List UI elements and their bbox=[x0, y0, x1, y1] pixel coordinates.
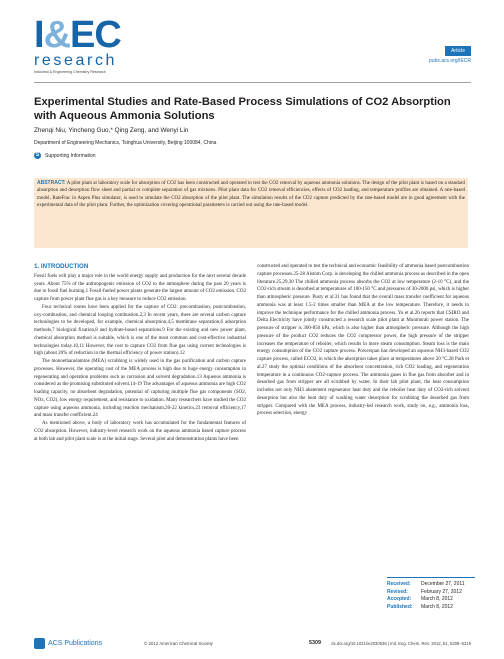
date-key: Accepted: bbox=[387, 596, 412, 603]
header-divider bbox=[34, 82, 471, 83]
journal-full-name: Industrial & Engineering Chemistry Research bbox=[34, 70, 106, 74]
paragraph: Four technical routes have been applied for the capture of CO2: precombustion, postcombustion, oxy-combustion, and chemical looping combustion.2,3 In recent years, there are several carbon capture technologies to be developed, for example, chemical absorption,4,5 membrane separation,6 adsorption methods,7 biological fixation,8 and hydrate-based separations.9 For the existing and new power plant, chemical absorption method is suitable, which is one of the most common and cost-effective industrial technologies today.10,11 However, the cost to capture CO2 from flue gas using current technologies is high (about 20% of reduction in the thermal efficiency of power station).12 bbox=[34, 304, 246, 357]
date-received bbox=[387, 581, 475, 589]
logo-letter-i: I bbox=[34, 14, 44, 56]
page-footer bbox=[34, 634, 471, 656]
date-value: March 8, 2012 bbox=[421, 603, 453, 610]
paragraph: Fossil fuels will play a major role in the world energy supply and production for the next several decade years. About 75% of the anthropogenic emission of CO2 to the atmosphere during the past 20 years is due to fossil fuel burning.1 Fossil-fueled power plants generate the largest amount of CO2 emission. CO2 capture from power plant flue gas is a key measure to reduce CO2 emission. bbox=[34, 273, 246, 302]
abstract-label: ABSTRACT: bbox=[37, 180, 66, 186]
logo-letters-ec: EC bbox=[70, 14, 121, 56]
info-icon: S bbox=[35, 152, 40, 158]
publisher-name: ACS Publications bbox=[48, 640, 103, 647]
supporting-info-label: Supporting Information bbox=[45, 152, 96, 159]
acs-publications-logo[interactable] bbox=[34, 638, 102, 649]
doi-citation-link[interactable]: dx.doi.org/10.1021/ie2030536 | Ind. Eng. Chem. Res. 2012, 51, 5309−5319 bbox=[331, 641, 471, 646]
journal-logo-mark bbox=[34, 14, 154, 56]
journal-url-link[interactable]: pubs.acs.org/IECR bbox=[429, 58, 471, 64]
paragraph: As mentioned above, a body of laboratory work has accumulated for the fundamental features of CO2 absorption. However, industry-level research work on the aqueous ammonia based capture process at both lab and pilot plant scale is at the initial stage. Several pilot and demonstration plants have been bbox=[34, 421, 246, 442]
supporting-info-link[interactable] bbox=[34, 152, 96, 159]
logo-ampersand: & bbox=[43, 14, 71, 56]
date-value: December 27, 2011 bbox=[421, 581, 465, 587]
affiliation: Department of Engineering Mechanics, Tsinghua University, Beijing 100084, China bbox=[34, 140, 217, 146]
copyright-notice: © 2012 American Chemical Society bbox=[144, 641, 213, 646]
body-column-right bbox=[257, 263, 469, 418]
journal-logo-research: research bbox=[34, 52, 118, 69]
article-title: Experimental Studies and Rate-Based Process Simulations of CO2 Absorption with Aqueous Ammonia Solutions bbox=[34, 96, 451, 122]
abstract-text: A pilot plant at laboratory scale for absorption of CO2 has been constructed and operated to test the CO2 removal by aqueous ammonia solutions. The design of the pilot plant is based on a standard absorption and desorption flow sheet and partial or complete separation of gas mixtures. Pilot plant data for CO2 removal efficiencies, effects of CO2 loading, and temperature profiles are obtained. A rate-based model, RateFrac in Aspen Plus simulator, is used to simulate the CO2 absorption of the pilot plant. The simulation results of the CO2 capture predicted by the rate-based model are in good agreement with the experimental data of the pilot plant. Further, the optimization covering operational parameters is carried out using the rate-based model. bbox=[37, 181, 465, 209]
body-column-left bbox=[34, 263, 246, 443]
date-value: February 27, 2012 bbox=[421, 588, 462, 595]
journal-logo bbox=[34, 14, 154, 76]
acs-hexagon-icon bbox=[34, 638, 45, 649]
date-value: March 8, 2012 bbox=[421, 596, 453, 603]
date-accepted bbox=[387, 596, 475, 604]
publication-dates bbox=[387, 577, 475, 611]
date-key: Revised: bbox=[387, 588, 408, 595]
page-number: 5309 bbox=[309, 640, 321, 646]
date-revised bbox=[387, 589, 475, 597]
abstract-box bbox=[34, 178, 468, 248]
article-type-badge: Article bbox=[445, 46, 471, 56]
section-heading: 1. INTRODUCTION bbox=[34, 263, 89, 270]
date-key: Received: bbox=[387, 581, 411, 587]
date-published bbox=[387, 604, 475, 612]
paragraph: constructed and operated to test the technical and economic feasibility of ammonia based postcombustion capture processes.25-28 Alstom Corp. is developing the chilled ammonia process as described in the open literature.25,29,30 The chilled ammonia process absorbs the CO2 at low temperature (2-10 °C), and the CO2-rich stream is desorbed at temperatures of 100-150 °C and pressures of 30-2000 psi, which is higher than atmospheric pressure. Pusty et al.31 has found that the overall mass transfer coefficient for aqueous ammonia was at least 1.5-2 times smaller than MEA at the low temperature. Therefore, it needs to improve the technique performance for the chilled ammonia process. Yu et al.26 reports that CSIRO and Delta Electricity have jointly constructed a research scale pilot plant at Munmorah power station. The pressure of stripper is 300-850 kPa, which is also higher than atmospheric pressure. Although the high pressure of the product CO2 reduces the CO2 compressor power, the high pressure of the stripper increases the temperature of reboiler, which results in more steam consumption. Steam loss is the main energy consumption of the CO2 capture process. Powerspan has developed an aqueous NH3-based CO2 capture process, called ECO2, in which the absorption takes place at temperatures above 20 °C.28 Park et al.27 study the optimal conditions of the absorbent concentration, rich CO2 loading, and regeneration temperature in a continuous CO2-capture process. The ammonia gases in flue gas from absorber and in desorbed gas from stripper are all scrubbed by water. In their lab pilot plant, the heat consumption includes not only NH3 abatement regenerator heat duty and the reboiler heat duty of CO2-rich solvent desorption but also the heat duty of washing water desorption for scrubbing the desorbed gas from stripper. Compared with the MEA process, industry-led research work, study on, e.g., ammonia loss, process selection, energy bbox=[257, 264, 469, 417]
date-key: Published: bbox=[387, 603, 413, 610]
author-list: Zhenqi Niu, Yincheng Guo,* Qing Zeng, and Wenyi Lin bbox=[34, 127, 189, 134]
paragraph: The monoethanolamine (MEA) scrubbing is widely used in the gas purification and carbon capture processes. However, the operating cost of the MEA process is high due to huge energy consumption in regenerating and operation problems such as corrosion and solvent degradation.13 Aqueous ammonia is considered as the promising substituted solvent.14-19 The advantages of aqueous ammonia are high CO2 loading capacity, no absorbent degradation, potential of capturing multiple flue gas components (SO2, NOx, CO2), low energy requirement, and resistance to oxidation. Many researchers have studied the CO2 capture using aqueous ammonia, including reaction mechanism,20-22 kinetics,23 removal efficiency,17 and mass transfer coefficient.24 bbox=[34, 359, 246, 419]
